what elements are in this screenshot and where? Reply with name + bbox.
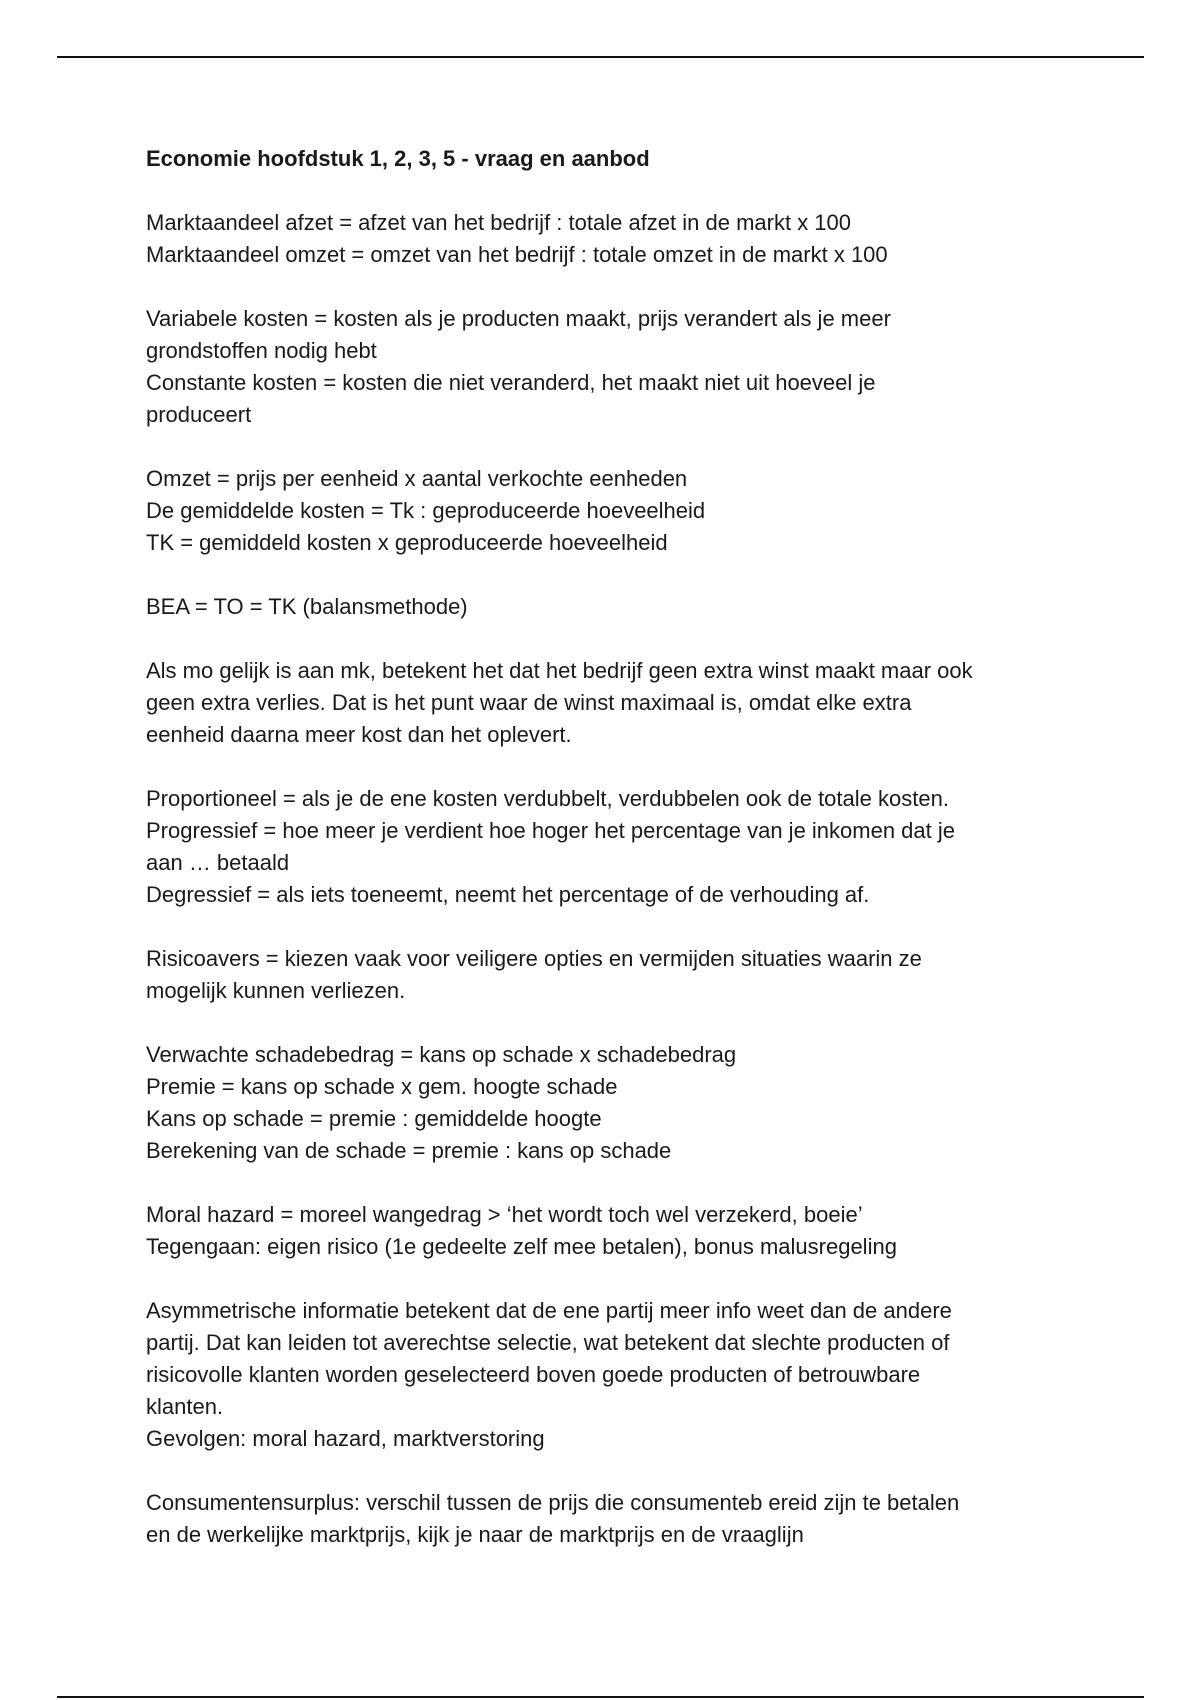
- text-line: Constante kosten = kosten die niet veranderd, het maakt niet uit hoeveel je: [146, 370, 876, 395]
- text-line: Proportioneel = als je de ene kosten verdubbelt, verdubbelen ook de totale kosten.: [146, 786, 949, 811]
- document-title: Economie hoofdstuk 1, 2, 3, 5 - vraag en aanbod: [146, 146, 650, 171]
- text-line: Gevolgen: moral hazard, marktverstoring: [146, 1426, 545, 1451]
- text-line: Marktaandeel afzet = afzet van het bedrijf : totale afzet in de markt x 100: [146, 210, 852, 235]
- paragraph: [146, 303, 1086, 431]
- paragraph-list: [146, 207, 1086, 1551]
- text-line: Degressief = als iets toeneemt, neemt het percentage of de verhouding af.: [146, 882, 870, 907]
- text-line: Kans op schade = premie : gemiddelde hoogte: [146, 1106, 602, 1131]
- text-line: Omzet = prijs per eenheid x aantal verkochte eenheden: [146, 466, 688, 491]
- text-line: Premie = kans op schade x gem. hoogte schade: [146, 1074, 618, 1099]
- top-divider: [57, 56, 1144, 58]
- paragraph: [146, 1039, 1086, 1167]
- text-line: Verwachte schadebedrag = kans op schade x schadebedrag: [146, 1042, 737, 1067]
- document-body: [146, 143, 1086, 1583]
- text-line: Tegengaan: eigen risico (1e gedeelte zelf mee betalen), bonus malusregeling: [146, 1234, 897, 1259]
- paragraph: [146, 783, 1086, 911]
- text-line: BEA = TO = TK (balansmethode): [146, 594, 468, 619]
- text-line: geen extra verlies. Dat is het punt waar de winst maximaal is, omdat elke extra: [146, 690, 912, 715]
- paragraph: [146, 1295, 1086, 1455]
- text-line: en de werkelijke marktprijs, kijk je naar de marktprijs en de vraaglijn: [146, 1522, 804, 1547]
- text-line: Marktaandeel omzet = omzet van het bedrijf : totale omzet in de markt x 100: [146, 242, 888, 267]
- text-line: Consumentensurplus: verschil tussen de prijs die consumenteb ereid zijn te betalen: [146, 1490, 960, 1515]
- paragraph: [146, 591, 1086, 623]
- text-line: produceert: [146, 402, 252, 427]
- text-line: grondstoffen nodig hebt: [146, 338, 377, 363]
- text-line: Variabele kosten = kosten als je producten maakt, prijs verandert als je meer: [146, 306, 891, 331]
- paragraph: [146, 655, 1086, 751]
- text-line: mogelijk kunnen verliezen.: [146, 978, 406, 1003]
- paragraph: [146, 207, 1086, 271]
- text-line: klanten.: [146, 1394, 224, 1419]
- text-line: risicovolle klanten worden geselecteerd boven goede producten of betrouwbare: [146, 1362, 921, 1387]
- paragraph: [146, 1199, 1086, 1263]
- text-line: Risicoavers = kiezen vaak voor veiligere opties en vermijden situaties waarin ze: [146, 946, 922, 971]
- bottom-divider: [57, 1696, 1144, 1698]
- text-line: De gemiddelde kosten = Tk : geproduceerde hoeveelheid: [146, 498, 706, 523]
- paragraph: [146, 1487, 1086, 1551]
- text-line: eenheid daarna meer kost dan het oplevert.: [146, 722, 572, 747]
- text-line: Moral hazard = moreel wangedrag > ‘het wordt toch wel verzekerd, boeie’: [146, 1202, 863, 1227]
- paragraph: [146, 463, 1086, 559]
- text-line: Als mo gelijk is aan mk, betekent het dat het bedrijf geen extra winst maakt maar ook: [146, 658, 973, 683]
- text-line: partij. Dat kan leiden tot averechtse selectie, wat betekent dat slechte producten of: [146, 1330, 950, 1355]
- text-line: Berekening van de schade = premie : kans op schade: [146, 1138, 672, 1163]
- text-line: TK = gemiddeld kosten x geproduceerde hoeveelheid: [146, 530, 668, 555]
- paragraph: [146, 943, 1086, 1007]
- text-line: aan … betaald: [146, 850, 290, 875]
- text-line: Asymmetrische informatie betekent dat de ene partij meer info weet dan de andere: [146, 1298, 952, 1323]
- text-line: Progressief = hoe meer je verdient hoe hoger het percentage van je inkomen dat je: [146, 818, 956, 843]
